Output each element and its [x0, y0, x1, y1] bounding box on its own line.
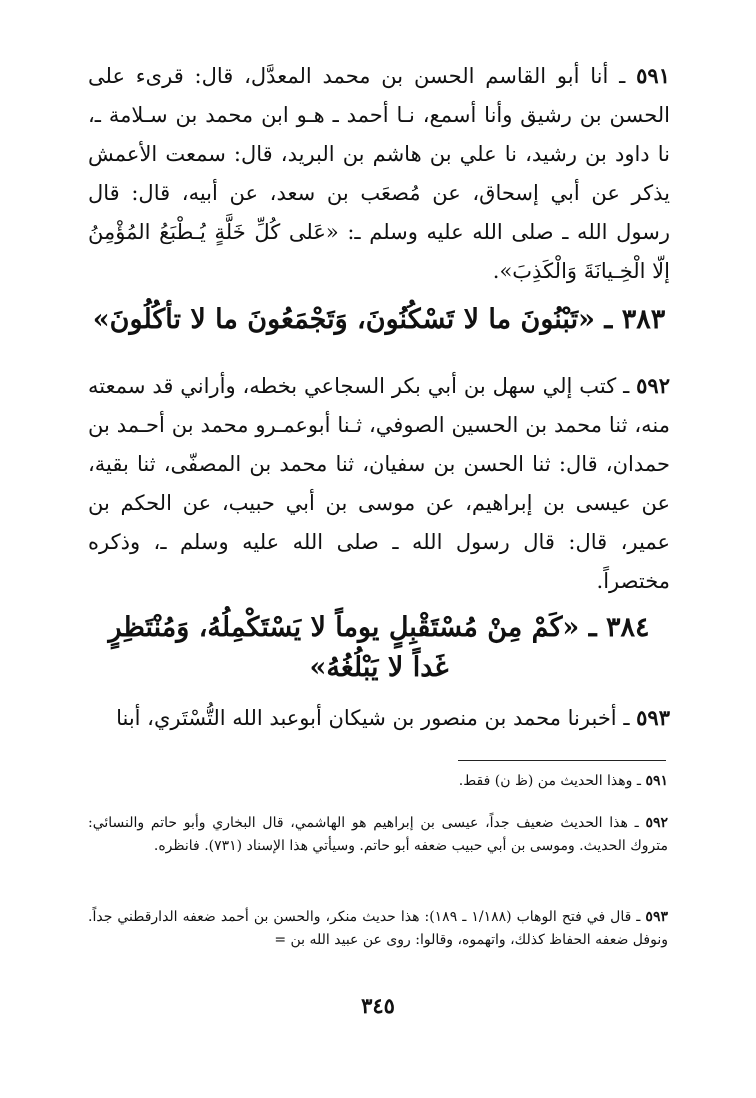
footnote-591 [88, 770, 668, 793]
heading-384-text: ـ «كَمْ مِنْ مُسْتَقْبِلٍ يوماً لا يَسْتَكْمِلُهُ، وَمُنْتَظِرٍ غَداً لا يَبْلُغُهُ» [108, 612, 597, 683]
hadith-593-number: ٥٩٣ [636, 705, 670, 730]
page-number: ٣٤٥ [361, 993, 395, 1018]
footnote-593-number: ٥٩٣ [645, 909, 668, 925]
hadith-591 [88, 56, 670, 291]
footnote-593-paragraph [88, 906, 668, 952]
footnote-divider [458, 760, 666, 761]
heading-383-paragraph [88, 300, 670, 340]
footnote-592-paragraph [88, 812, 668, 858]
hadith-592-text: ـ كتب إلي سهل بن أبي بكر السجاعي بخطه، وأراني قد سمعته منه، ثنا محمد بن الحسين الصوفي، ثـنا أبوعمـرو محمد بن أحـمد بن حمدان، قال: ثنا الحسن بن سفيان، ثنا محمد بن المصفّى، ثنا بقية، عن عيسى بن إبراهيم، عن موسى بن أبي حبيب، عن الحكم بن عمير، قال: قال رسول الله ـ صلى الله عليه وسلم ـ، وذكره مختصراً. [88, 374, 670, 593]
heading-383-number: ٣٨٣ [621, 304, 666, 335]
hadith-592-number: ٥٩٢ [636, 373, 670, 398]
hadith-591-number: ٥٩١ [636, 63, 670, 88]
heading-384-paragraph [88, 608, 670, 688]
heading-384 [88, 608, 670, 688]
hadith-591-paragraph [88, 56, 670, 291]
hadith-591-text: ـ أنا أبو القاسم الحسن بن محمد المعدَّل، قال: قرىء على الحسن بن رشيق وأنا أسمع، نـا أحمد ـ هـو ابن محمد بن سـلامة ـ، نا داود بن رشيد، نا علي بن هاشم بن البريد، قال: سمعت الأعمش يذكر عن أبي إسحاق، عن مُصعَب بن سعد، عن أبيه، قال: قال رسول الله ـ صلى الله عليه وسلم ـ: «عَلى كُلِّ خَلَّةٍ يُـطْبَعُ المُؤْمِنُ إلّا الْخِـيانَةَ وَالْكَذِبَ». [88, 64, 670, 283]
hadith-592-paragraph [88, 366, 670, 601]
hadith-593-paragraph [88, 698, 670, 738]
heading-384-number: ٣٨٤ [606, 612, 650, 643]
footnote-591-text: ـ وهذا الحديث من (ظ ن) فقط. [458, 773, 641, 789]
hadith-593-text: ـ أخبرنا محمد بن منصور بن شيكان أبوعبد الله التُّسْتَري، أبنا [116, 706, 630, 730]
footnote-591-paragraph [88, 770, 668, 793]
footnote-592-number: ٥٩٢ [645, 815, 669, 831]
footnote-591-number: ٥٩١ [645, 773, 668, 789]
heading-383-text: ـ «تَبْنُونَ ما لا تَسْكُنُونَ، وَتَجْمَعُونَ ما لا تأكُلُونَ» [92, 304, 613, 335]
hadith-592 [88, 366, 670, 601]
footnote-592 [88, 812, 668, 858]
hadith-593 [88, 698, 670, 738]
footnote-593-text: ـ قال في فتح الوهاب (١/١٨٨ ـ ١٨٩): هذا حديث منكر، والحسن بن أحمد ضعفه الدارقطني جداً. ونوفل ضعفه الحفاظ كذلك، واتهموه، وقالوا: روى عن عبيد الله بن = [88, 909, 668, 948]
heading-383 [88, 300, 670, 340]
footnote-592-text: ـ هذا الحديث ضعيف جداً، عيسى بن إبراهيم هو الهاشمي، قال البخاري وأبو حاتم والنسائي: متروك الحديث. وموسى بن أبي حبيب ضعفه أبو حاتم. وسيأتي هذا الإسناد (٧٣١). فانظره. [88, 815, 668, 854]
footnote-593 [88, 906, 668, 952]
